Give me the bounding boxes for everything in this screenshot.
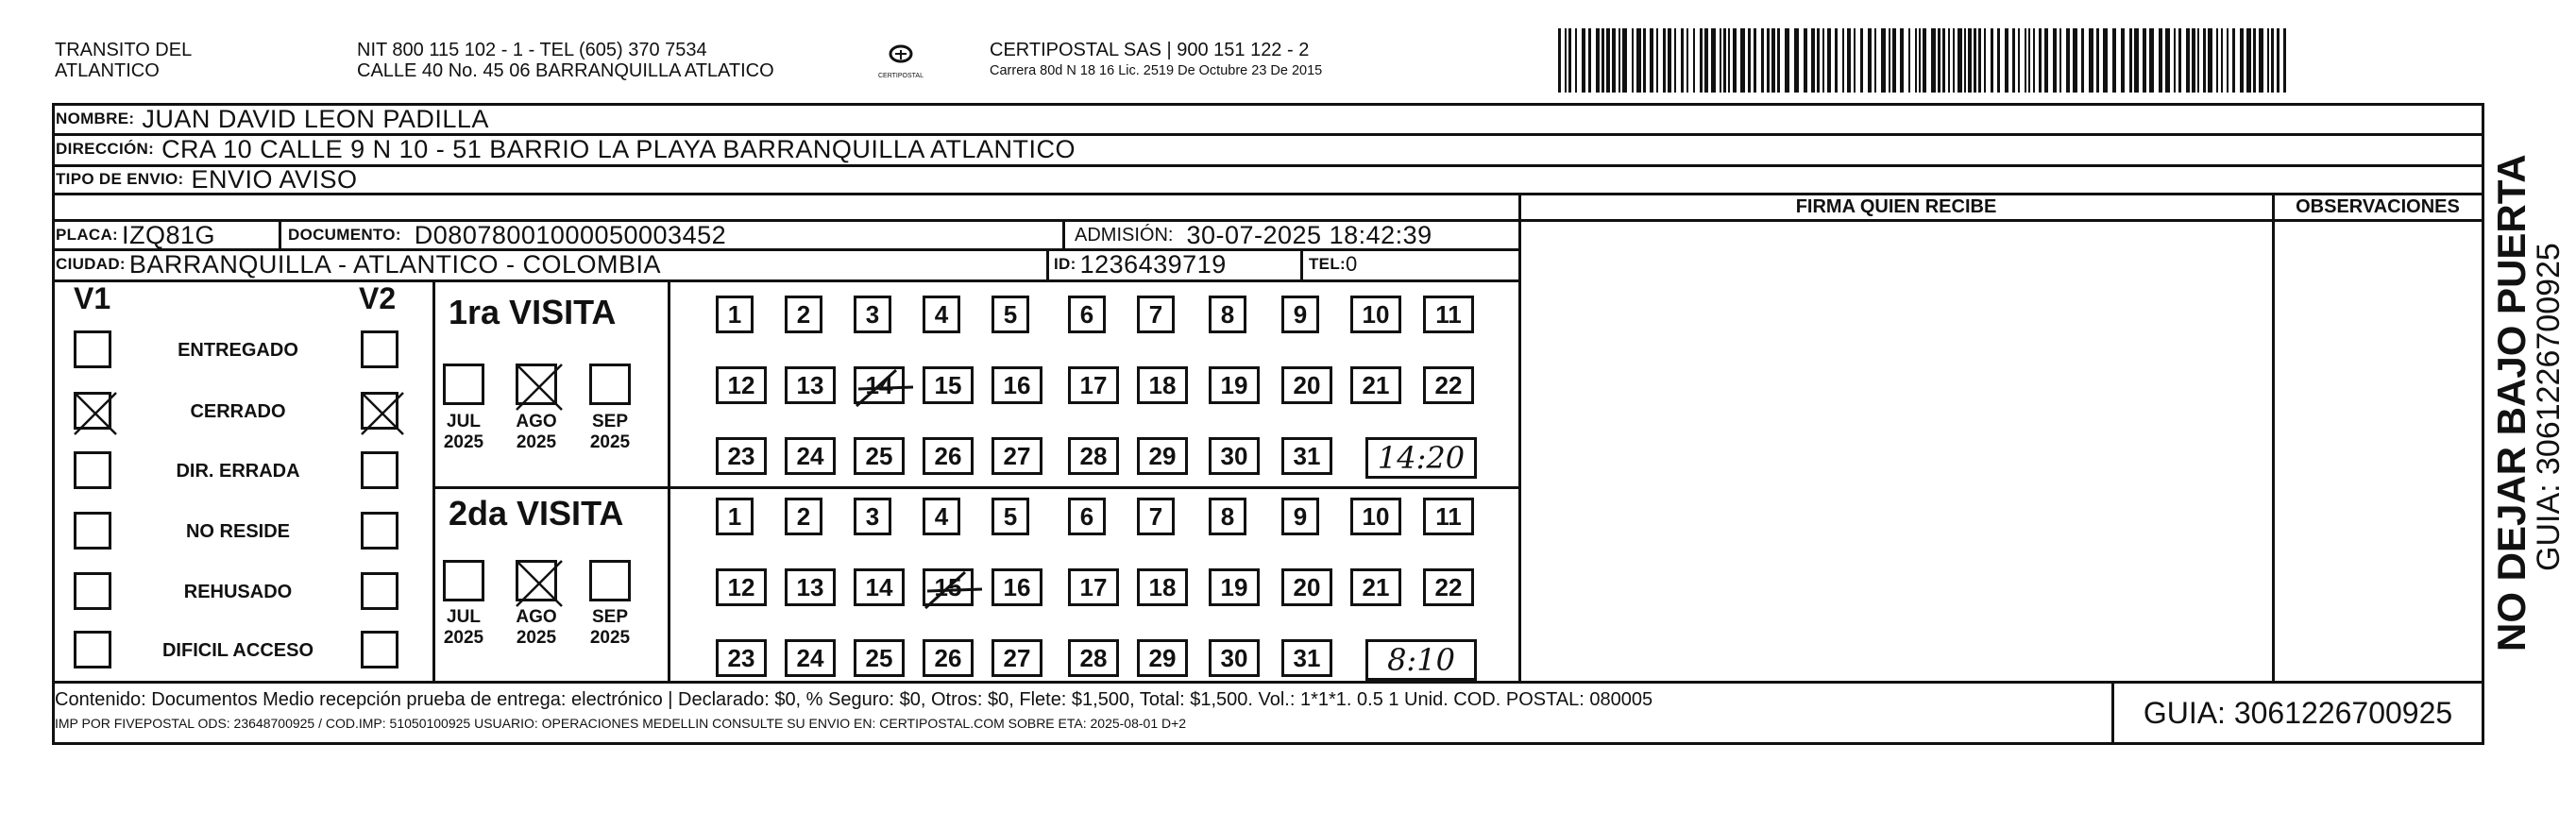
month-year: 2025 — [589, 628, 631, 648]
month-label — [582, 607, 638, 649]
day-box[interactable]: 15 — [923, 568, 974, 606]
nombre-row — [52, 105, 489, 133]
day-box[interactable]: 3 — [854, 296, 891, 333]
month-name: SEP — [591, 412, 629, 431]
placa-row — [52, 221, 215, 249]
sender-address-line: CALLE 40 No. 45 06 BARRANQUILLA ATLATICO — [357, 60, 774, 81]
day-box[interactable]: 21 — [1350, 568, 1401, 606]
v1-checkbox[interactable] — [74, 392, 111, 430]
day-box[interactable]: 10 — [1350, 498, 1401, 535]
direccion-row — [52, 135, 1076, 163]
day-box[interactable]: 1 — [716, 498, 754, 535]
day-box[interactable]: 2 — [785, 498, 822, 535]
day-box[interactable]: 30 — [1209, 639, 1260, 677]
nombre-value: JUAN DAVID LEON PADILLA — [142, 104, 489, 133]
day-box[interactable]: 26 — [923, 437, 974, 475]
id-value: 1236439719 — [1079, 249, 1227, 279]
month-checkbox[interactable] — [443, 364, 484, 405]
placa-label: PLACA: — [56, 226, 119, 244]
day-box[interactable]: 11 — [1423, 498, 1474, 535]
tel-value: 0 — [1345, 252, 1358, 276]
day-box[interactable]: 9 — [1281, 498, 1319, 535]
v1-checkbox[interactable] — [74, 512, 111, 550]
day-box[interactable]: 19 — [1209, 366, 1260, 404]
month-label — [435, 412, 492, 453]
day-box[interactable]: 24 — [785, 639, 836, 677]
time-box — [1365, 639, 1477, 681]
footer-guia: GUIA: 3061226700925 — [2143, 695, 2453, 730]
v2-header: V2 — [359, 281, 397, 315]
sender-details — [357, 40, 774, 81]
sender-nit-line: NIT 800 115 102 - 1 - TEL (605) 370 7534 — [357, 40, 707, 60]
day-box[interactable]: 24 — [785, 437, 836, 475]
time-box — [1365, 437, 1477, 479]
v1-checkbox[interactable] — [74, 451, 111, 489]
status-label: DIR. ERRADA — [176, 461, 300, 482]
day-box[interactable]: 31 — [1281, 437, 1332, 475]
month-name: AGO — [516, 412, 557, 431]
month-label — [508, 607, 565, 649]
documento-field — [288, 221, 726, 249]
day-box[interactable]: 16 — [991, 568, 1042, 606]
day-box[interactable]: 22 — [1423, 366, 1474, 404]
day-box[interactable]: 12 — [716, 568, 767, 606]
tipo-envio-value: ENVIO AVISO — [191, 164, 358, 194]
month-name: JUL — [447, 412, 481, 431]
side-warning: NO DEJAR BAJO PUERTA — [2489, 154, 2534, 651]
month-label — [508, 412, 565, 453]
day-box[interactable]: 4 — [923, 498, 960, 535]
status-label: NO RESIDE — [185, 521, 291, 542]
side-guia: GUIA: 3061226700925 — [2531, 243, 2567, 571]
day-box[interactable]: 20 — [1281, 366, 1332, 404]
observaciones-header: OBSERVACIONES — [2296, 196, 2460, 217]
v1-checkbox[interactable] — [74, 330, 111, 368]
tel-label: TEL: — [1309, 255, 1346, 273]
day-box[interactable]: 17 — [1068, 366, 1119, 404]
handwritten-time: 14:20 — [1377, 440, 1466, 476]
admision-value: 30-07-2025 18:42:39 — [1186, 220, 1432, 249]
courier-nit-line: CERTIPOSTAL SAS | 900 151 122 - 2 — [990, 40, 1310, 60]
v2-checkbox[interactable] — [361, 631, 398, 668]
day-box[interactable]: 25 — [854, 437, 905, 475]
month-year: 2025 — [589, 432, 631, 452]
tipo-envio-row — [52, 165, 358, 194]
day-box[interactable]: 2 — [785, 296, 822, 333]
month-checkbox[interactable] — [589, 560, 631, 601]
month-checkbox[interactable] — [516, 560, 557, 601]
v1-checkbox[interactable] — [74, 572, 111, 610]
month-name: JUL — [447, 607, 481, 627]
v1-checkbox[interactable] — [74, 631, 111, 668]
ciudad-label: CIUDAD: — [56, 255, 126, 273]
placa-value: IZQ81G — [122, 220, 216, 249]
tipo-envio-label: TIPO DE ENVIO: — [56, 170, 184, 188]
id-field — [1054, 250, 1227, 279]
day-box[interactable]: 14 — [854, 366, 905, 404]
nombre-label: NOMBRE: — [56, 110, 135, 127]
day-box[interactable]: 1 — [716, 296, 754, 333]
day-box[interactable]: 13 — [785, 568, 836, 606]
day-box[interactable]: 13 — [785, 366, 836, 404]
day-box[interactable]: 6 — [1068, 498, 1106, 535]
day-box[interactable]: 5 — [991, 296, 1029, 333]
month-label — [435, 607, 492, 649]
day-box[interactable]: 18 — [1137, 568, 1188, 606]
month-year: 2025 — [443, 432, 484, 452]
day-box[interactable]: 27 — [991, 639, 1042, 677]
day-box[interactable]: 26 — [923, 639, 974, 677]
day-box[interactable]: 30 — [1209, 437, 1260, 475]
day-box[interactable]: 12 — [716, 366, 767, 404]
admision-label: ADMISIÓN: — [1075, 224, 1174, 245]
courier-details — [990, 40, 1322, 79]
day-box[interactable]: 8 — [1209, 498, 1246, 535]
footer-contents-line: Contenido: Documentos Medio recepción prueba de entrega: electrónico | Declarado: $0, % Seguro: $0, Otros: $0, Flete: $1,500, Total: $1,500. Vol.: 1*1*1. 0.5 1 Unid. COD. POSTAL: 080005 — [55, 689, 1653, 710]
day-box[interactable]: 8 — [1209, 296, 1246, 333]
v2-checkbox[interactable] — [361, 330, 398, 368]
status-label: REHUSADO — [183, 582, 293, 602]
day-box[interactable]: 7 — [1137, 498, 1175, 535]
footer-print-line: IMP POR FIVEPOSTAL ODS: 23648700925 / COD.IMP: 51050100925 USUARIO: OPERACIONES MEDELLIN CONSULTE SU ENVIO EN: CERTIPOSTAL.COM SOBRE ETA: 2025-08-01 D+2 — [55, 716, 1187, 731]
visita-title: 1ra VISITA — [449, 293, 617, 331]
tel-field — [1309, 250, 1357, 279]
day-box[interactable]: 21 — [1350, 366, 1401, 404]
v2-checkbox[interactable] — [361, 451, 398, 489]
month-name: AGO — [516, 607, 557, 627]
status-label: CERRADO — [190, 401, 286, 422]
month-checkbox[interactable] — [443, 560, 484, 601]
month-year: 2025 — [443, 628, 484, 648]
id-label: ID: — [1054, 255, 1076, 273]
day-box[interactable]: 19 — [1209, 568, 1260, 606]
day-box[interactable]: 10 — [1350, 296, 1401, 333]
direccion-value: CRA 10 CALLE 9 N 10 - 51 BARRIO LA PLAYA BARRANQUILLA ATLANTICO — [161, 134, 1076, 163]
logo-caption: CERTIPOSTAL — [878, 73, 924, 79]
status-label: DIFICIL ACCESO — [161, 640, 314, 661]
day-box[interactable]: 4 — [923, 296, 960, 333]
courier-license-line: Carrera 80d N 18 16 Lic. 2519 De Octubre 23 De 2015 — [990, 63, 1323, 78]
day-box[interactable]: 23 — [716, 639, 767, 677]
day-box[interactable]: 3 — [854, 498, 891, 535]
v1-header: V1 — [74, 281, 111, 315]
sender-name-line2: ATLANTICO — [55, 60, 160, 81]
month-label — [582, 412, 638, 453]
month-checkbox[interactable] — [516, 364, 557, 405]
day-box[interactable]: 16 — [991, 366, 1042, 404]
day-box[interactable]: 29 — [1137, 639, 1188, 677]
day-box[interactable]: 6 — [1068, 296, 1106, 333]
day-box[interactable]: 11 — [1423, 296, 1474, 333]
documento-label: DOCUMENTO: — [288, 226, 401, 244]
firma-header: FIRMA QUIEN RECIBE — [1795, 196, 1997, 217]
status-label: ENTREGADO — [178, 340, 298, 361]
handwritten-time: 8:10 — [1387, 642, 1455, 678]
day-box[interactable]: 25 — [854, 639, 905, 677]
month-name: SEP — [591, 607, 629, 627]
day-box[interactable]: 18 — [1137, 366, 1188, 404]
month-checkbox[interactable] — [589, 364, 631, 405]
day-box[interactable]: 23 — [716, 437, 767, 475]
certipostal-logo — [869, 42, 933, 81]
day-box[interactable]: 17 — [1068, 568, 1119, 606]
day-box[interactable]: 29 — [1137, 437, 1188, 475]
day-box[interactable]: 7 — [1137, 296, 1175, 333]
day-box[interactable]: 22 — [1423, 568, 1474, 606]
ciudad-row — [52, 250, 661, 279]
v2-checkbox[interactable] — [361, 512, 398, 550]
sender-name — [55, 40, 192, 81]
sender-name-line1: TRANSITO DEL — [55, 40, 193, 60]
day-box[interactable]: 5 — [991, 498, 1029, 535]
month-year: 2025 — [516, 628, 557, 648]
day-box[interactable]: 20 — [1281, 568, 1332, 606]
v2-checkbox[interactable] — [361, 572, 398, 610]
direccion-label: DIRECCIÓN: — [56, 140, 155, 158]
day-box[interactable]: 15 — [923, 366, 974, 404]
v2-checkbox[interactable] — [361, 392, 398, 430]
day-box[interactable]: 31 — [1281, 639, 1332, 677]
visita-title: 2da VISITA — [449, 494, 624, 533]
ciudad-value: BARRANQUILLA - ATLANTICO - COLOMBIA — [128, 249, 661, 279]
day-box[interactable]: 14 — [854, 568, 905, 606]
admision-field — [1075, 221, 1432, 249]
month-year: 2025 — [516, 432, 557, 452]
documento-value: D08078001000050003452 — [414, 220, 727, 249]
day-box[interactable]: 28 — [1068, 437, 1119, 475]
barcode — [1558, 28, 2295, 93]
day-box[interactable]: 27 — [991, 437, 1042, 475]
day-box[interactable]: 9 — [1281, 296, 1319, 333]
day-box[interactable]: 28 — [1068, 639, 1119, 677]
